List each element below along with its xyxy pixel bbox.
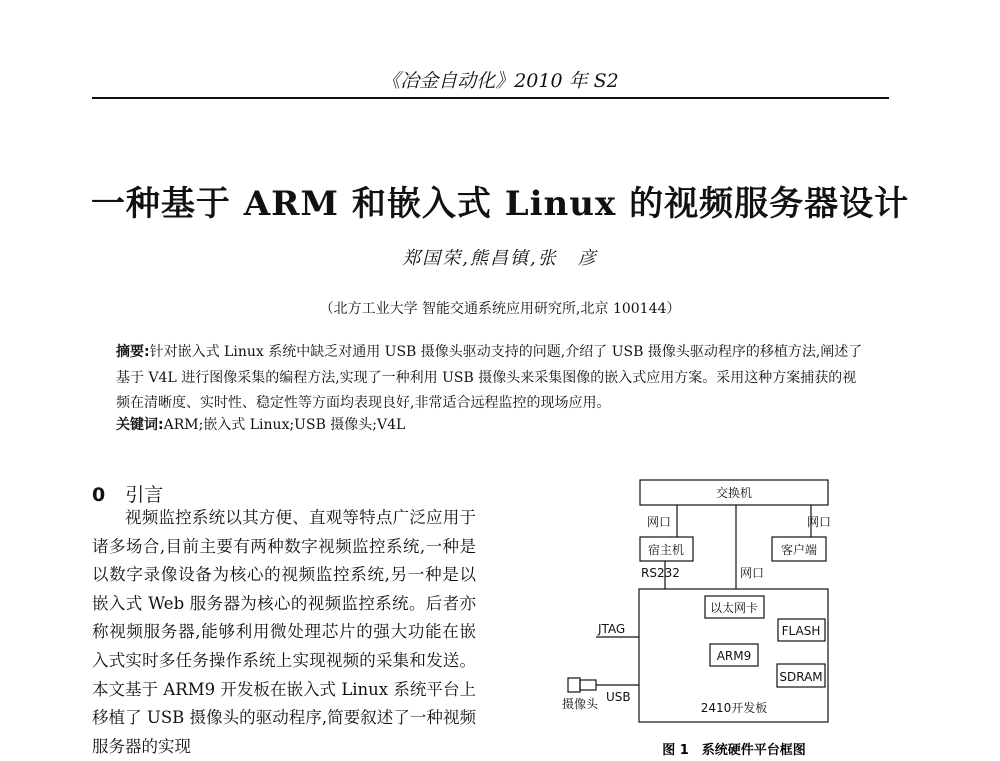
camera-label: 摄像头 xyxy=(562,697,599,711)
arm9-label: ARM9 xyxy=(716,649,752,663)
section-heading xyxy=(92,480,163,507)
figure-caption: 图 1 系统硬件平台框图 xyxy=(662,743,806,758)
section-paragraph: 视频监控系统以其方便、直观等特点广泛应用于诸多场合,目前主要有两种数字视频监控系统,一种是以数字录像设备为核心的视频监控系统,另一种是以嵌入式 Web 服务器为核心的视频监控系统。后者亦称视频服务器,能够利用微处理芯片的强大功能在嵌入式实时多任务操作系统上实现视频的采集和发送。本文基于 ARM9 开发板在嵌入式 Linux 系统平台上移植了 USB 摄像头的驱动程序,简要叙述了一种视频服务器的实现 xyxy=(92,508,476,756)
ethernet-card-label: 以太网卡 xyxy=(709,601,759,615)
section-body xyxy=(92,504,476,761)
flash-label: FLASH xyxy=(781,624,821,638)
hardware-block-diagram xyxy=(560,478,850,760)
usb-label: USB xyxy=(606,690,631,704)
abstract xyxy=(116,340,864,417)
host-label: 宿主机 xyxy=(647,543,685,557)
section-number: 0 xyxy=(92,484,106,506)
journal-header: 《冶金自动化》2010 年 S2 xyxy=(381,70,619,92)
client-port-label: 网口 xyxy=(807,515,832,529)
authors: 郑国荣,熊昌镇,张 彦 xyxy=(402,248,598,269)
host-port-label: 网口 xyxy=(647,515,672,529)
abstract-label: 摘要: xyxy=(116,344,150,360)
camera-lens-icon xyxy=(580,680,596,690)
jtag-label: JTAG xyxy=(598,622,626,636)
board-port-label: 网口 xyxy=(740,566,765,580)
keywords xyxy=(116,414,864,434)
paper-title: 一种基于 ARM 和嵌入式 Linux 的视频服务器设计 xyxy=(90,184,910,224)
switch-label: 交换机 xyxy=(715,486,753,500)
rs232-label: RS232 xyxy=(641,566,680,580)
camera-icon xyxy=(568,678,580,692)
affiliation: （北方工业大学 智能交通系统应用研究所,北京 100144） xyxy=(319,301,681,317)
sdram-label: SDRAM xyxy=(779,670,823,684)
keywords-text: ARM;嵌入式 Linux;USB 摄像头;V4L xyxy=(163,417,406,433)
keywords-label: 关键词: xyxy=(116,417,164,433)
board-label: 2410开发板 xyxy=(700,701,768,715)
header-rule xyxy=(92,97,889,99)
abstract-text: 针对嵌入式 Linux 系统中缺乏对通用 USB 摄像头驱动支持的问题,介绍了 USB 摄像头驱动程序的移植方法,阐述了基于 V4L 进行图像采集的编程方法,实现了一种利用 USB 摄像头来采集图像的嵌入式应用方案。采用这种方案捕获的视频在清晰度、实时性、稳定性等方面均表现良好,非常适合远程监控的现场应用。 xyxy=(116,344,863,411)
client-label: 客户端 xyxy=(780,543,818,557)
section-title: 引言 xyxy=(125,484,164,506)
